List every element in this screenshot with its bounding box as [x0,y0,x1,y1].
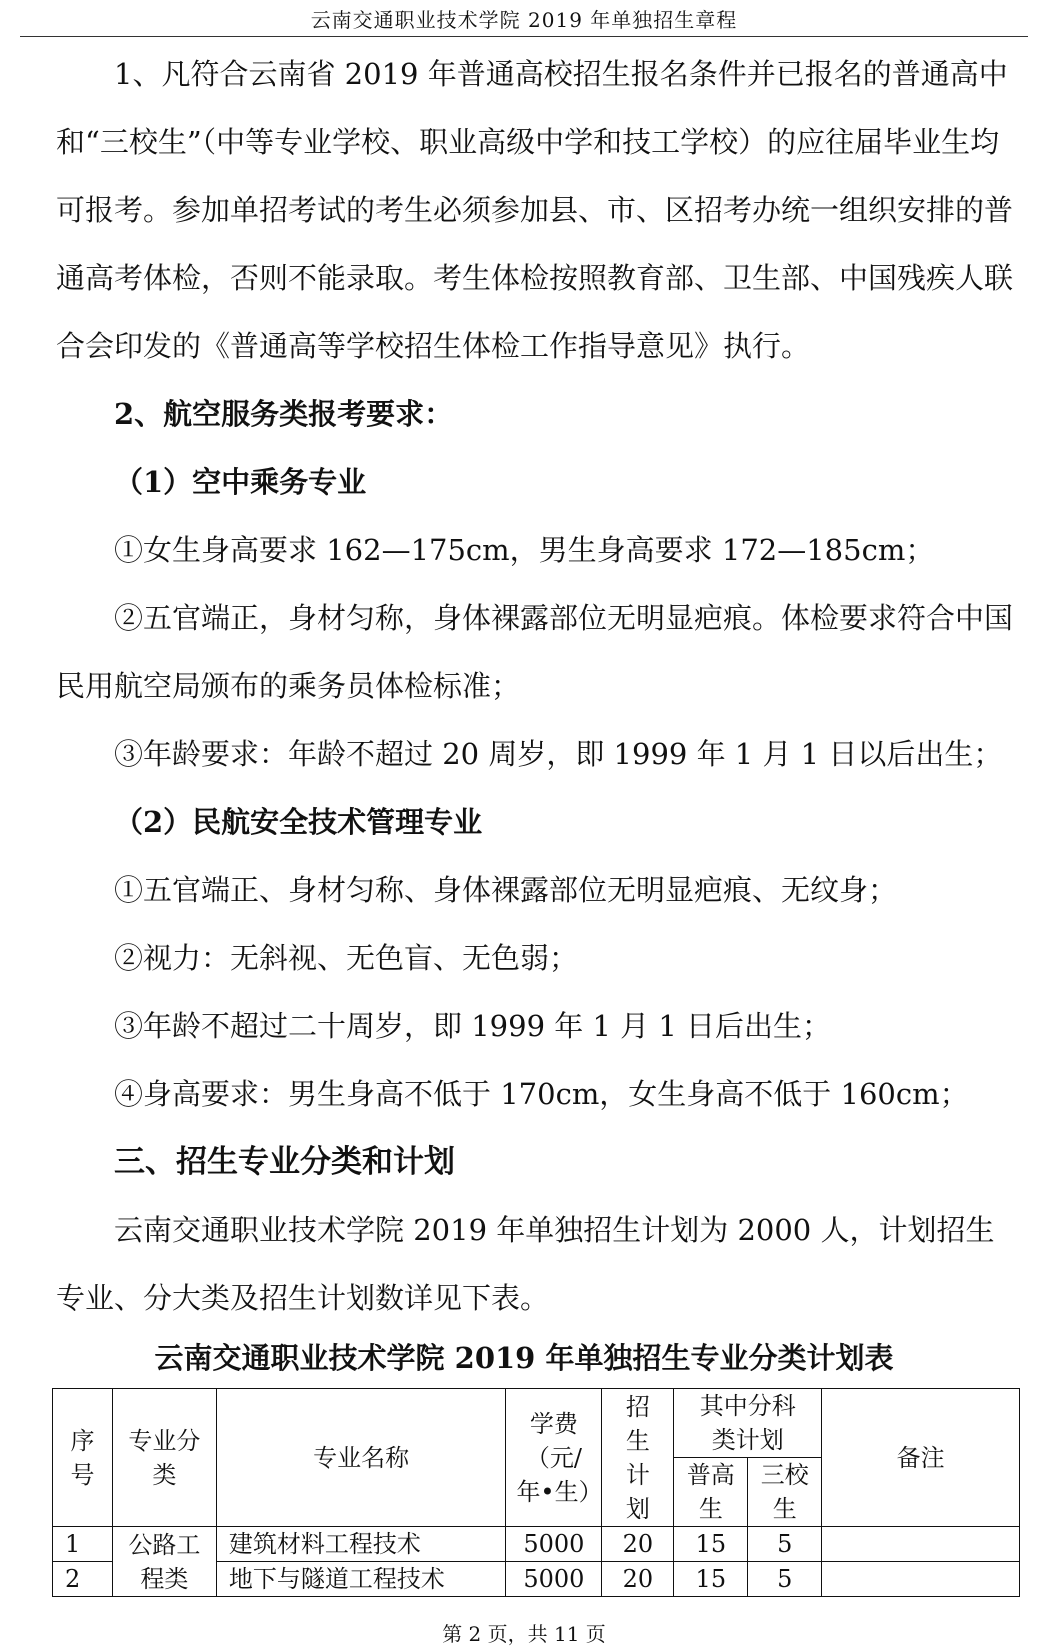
cell-three-schools: 5 [748,1527,822,1562]
cell-name: 地下与隧道工程技术 [216,1562,506,1597]
cell-plan: 20 [602,1562,674,1597]
header-fee: 学费（元/年•生） [506,1389,602,1527]
header-plan: 招生计划 [602,1389,674,1527]
cell-fee: 5000 [506,1527,602,1562]
cell-fee: 5000 [506,1562,602,1597]
cell-seq: 1 [53,1527,113,1562]
cell-general: 15 [674,1562,748,1597]
header-seq: 序号 [53,1389,113,1527]
heading-flight-attendant: （1）空中乘务专业 [114,465,367,499]
list-item: ④身高要求：男生身高不低于 170cm，女生身高不低于 160cm； [114,1077,969,1111]
list-item: ②视力：无斜视、无色盲、无色弱； [114,941,579,975]
list-item: ③年龄不超过二十周岁，即 1999 年 1 月 1 日后出生； [114,1009,832,1043]
header-note: 备注 [822,1389,1020,1527]
table-row [53,1527,1020,1562]
cell-three-schools: 5 [748,1562,822,1597]
cell-note [822,1562,1020,1597]
paragraph-enrollment-plan: 云南交通职业技术学院 2019 年单独招生计划为 2000 人，计划招生专业、分大类及招生计划数详见下表。 [56,1213,995,1315]
header-category: 专业分类 [112,1389,216,1527]
heading-aviation-requirements: 2、航空服务类报考要求： [114,397,454,431]
header-general: 普高生 [674,1458,748,1527]
list-item: ③年龄要求：年龄不超过 20 周岁，即 1999 年 1 月 1 日以后出生； [114,737,1003,771]
cell-general: 15 [674,1527,748,1562]
table-title: 云南交通职业技术学院 2019 年单独招生专业分类计划表 [154,1341,894,1375]
list-item: ①女生身高要求 162—175cm，男生身高要求 172—185cm； [114,533,935,567]
page-header: 云南交通职业技术学院 2019 年单独招生章程 [310,8,738,32]
cell-name: 建筑材料工程技术 [216,1527,506,1562]
list-item: ①五官端正、身材匀称、身体裸露部位无明显疤痕、无纹身； [114,873,898,907]
table-header-row [53,1389,1020,1458]
header-divider [20,36,1028,37]
page-footer: 第 2 页，共 11 页 [442,1622,606,1646]
enrollment-plan-table [52,1388,1020,1597]
header-three-schools: 三校生 [748,1458,822,1527]
list-item: ②五官端正，身材匀称，身体裸露部位无明显疤痕。体检要求符合中国民用航空局颁布的乘务员体检标准； [56,601,1014,703]
document-body [56,40,1016,1332]
header-name: 专业名称 [216,1389,506,1527]
cell-note [822,1527,1020,1562]
cell-plan: 20 [602,1527,674,1562]
cell-category: 公路工程类 [112,1527,216,1597]
paragraph-eligibility: 1、凡符合云南省 2019 年普通高校招生报名条件并已报名的普通高中和“三校生”（中等专业学校、职业高级中学和技工学校）的应往届毕业生均可报考。参加单招考试的考生必须参加县、市、区招考办统一组织安排的普通高考体检，否则不能录取。考生体检按照教育部、卫生部、中国残疾人联合会印发的《普通高等学校招生体检工作指导意见》执行。 [56,57,1014,363]
heading-aviation-security: （2）民航安全技术管理专业 [114,805,483,839]
header-split: 其中分科类计划 [674,1389,822,1458]
cell-seq: 2 [53,1562,113,1597]
section-heading-enrollment-plan: 三、招生专业分类和计划 [114,1144,455,1180]
